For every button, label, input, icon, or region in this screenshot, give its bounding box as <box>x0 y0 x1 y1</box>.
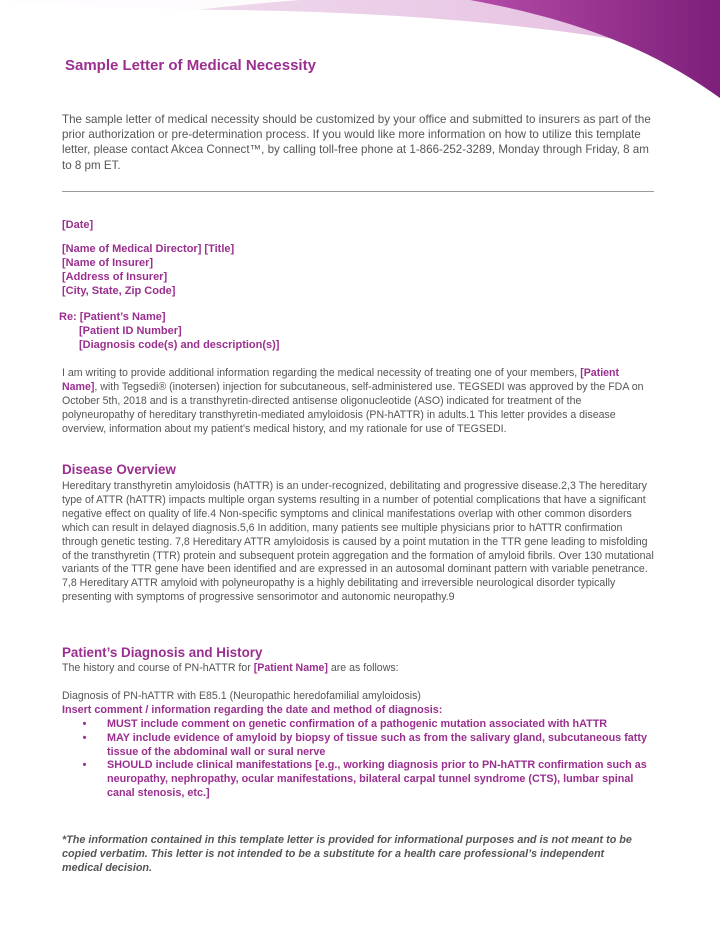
disease-overview-paragraph: Hereditary transthyretin amyloidosis (hATTR) is an under-recognized, debilitating and progressive disease.2,3 The hereditary type of ATTR (hATTR) impacts multiple organ systems resulting in a number of potential complications that have a significant negative effect on quality of life.4 Non-specific symptoms and clinical manifestations overlap with other common disorders which can result in delayed diagnosis.5,6 In addition, many patients see multiple physicians prior to hATTR confirmation through genetic testing. 7,8 Hereditary ATTR amyloidosis is caused by a point mutation in the TTR gene leading to misfolding of the transthyretin (TTR) protein and subsequent protein aggregation and the formation of amyloid fibrils. Over 130 mutational variants of the TTR gene have been identified and are expressed in an autosomal dominant pattern with variable penetrance. 7,8 Hereditary ATTR amyloid with polyneuropathy is a highly debilitating and irreversible neurological disorder typically presenting with symptoms of progressive sensorimotor and autonomic neuropathy.9 <box>62 480 654 604</box>
insert-comment-line: Insert comment / information regarding the date and method of diagnosis: <box>62 704 443 716</box>
patient-name-placeholder: [Patient Name] <box>62 367 620 393</box>
header-wave-graphic <box>0 0 720 110</box>
list-item <box>62 759 654 800</box>
re-line: [Diagnosis code(s) and description(s)] <box>79 339 280 351</box>
address-block <box>62 242 234 298</box>
list-item-text: SHOULD include clinical manifestations [e.g., working diagnosis prior to PN-hATTR confirmation such as neuropathy, nephropathy, ocular manifestations, bilateral carpal tunnel syndrome (CTS), lumbar spinal canal stenosis, etc.] <box>107 759 647 799</box>
requirements-list <box>62 718 654 801</box>
re-label: Re: [Patient’s Name] <box>59 311 166 323</box>
para1-rest: , with Tegsedi® (inotersen) injection for subcutaneous, self-administered use. TEGSEDI was approved by the FDA on October 5th, 2018 and is a transthyretin-directed antisense oligonucleotide (ASO) indicated for treatment of the polyneuropathy of hereditary transthyretin-mediated amyloidosis (PN-hATTR) in adults.1 This letter provides a disease overview, information about my patient’s medical history, and my rationale for use of TEGSEDI. <box>62 380 644 435</box>
bullet-icon: • <box>82 731 87 744</box>
list-item <box>62 718 654 732</box>
address-line: [Name of Insurer] <box>62 257 154 269</box>
diag-intro-start: The history and course of PN-hATTR for <box>62 662 251 674</box>
page-title: Sample Letter of Medical Necessity <box>65 57 316 74</box>
list-item <box>62 732 654 760</box>
diagnosis-intro <box>62 662 656 676</box>
diag-intro-end: are as follows: <box>330 662 399 674</box>
list-item-text: MAY include evidence of amyloid by biopsy of tissue such as from the salivary gland, subcutaneous fatty tissue of the abdominal wall or sural nerve <box>107 731 647 758</box>
bullet-icon: • <box>82 718 87 730</box>
re-block <box>59 310 279 352</box>
diagnosis-line: Diagnosis of PN-hATTR with E85.1 (Neuropathic heredofamilial amyloidosis) <box>62 690 421 702</box>
address-line: [Name of Medical Director] [Title] <box>62 243 235 255</box>
patient-name-placeholder: [Patient Name] <box>253 662 328 674</box>
re-line: [Patient ID Number] <box>79 325 182 337</box>
address-line: [Address of Insurer] <box>62 271 168 283</box>
intro-paragraph: The sample letter of medical necessity should be customized by your office and submitted to insurers as part of the prior authorization or pre-determination process. If you would like more information on how to utilize this template letter, please contact Akcea Connect™, by calling toll-free phone at 1-866-252-3289, Monday through Friday, 8 am to 8 pm ET. <box>62 113 651 172</box>
list-item-text: MUST include comment on genetic confirmation of a pathogenic mutation associated with hATTR <box>107 718 608 730</box>
para1-start: I am writing to provide additional information regarding the medical necessity of treating one of your members, <box>62 367 578 379</box>
date-placeholder: [Date] <box>62 219 94 231</box>
disease-overview-heading: Disease Overview <box>62 462 176 477</box>
opening-paragraph <box>62 367 656 437</box>
disclaimer-footnote: *The information contained in this template letter is provided for informational purposes and is not meant to be copied verbatim. This letter is not intended to be a substitute for a health care professional’s independent medical decision. <box>62 834 632 874</box>
address-line: [City, State, Zip Code] <box>62 285 176 297</box>
diagnosis-history-heading: Patient’s Diagnosis and History <box>62 645 263 660</box>
divider <box>62 191 654 192</box>
bullet-icon: • <box>82 759 87 772</box>
